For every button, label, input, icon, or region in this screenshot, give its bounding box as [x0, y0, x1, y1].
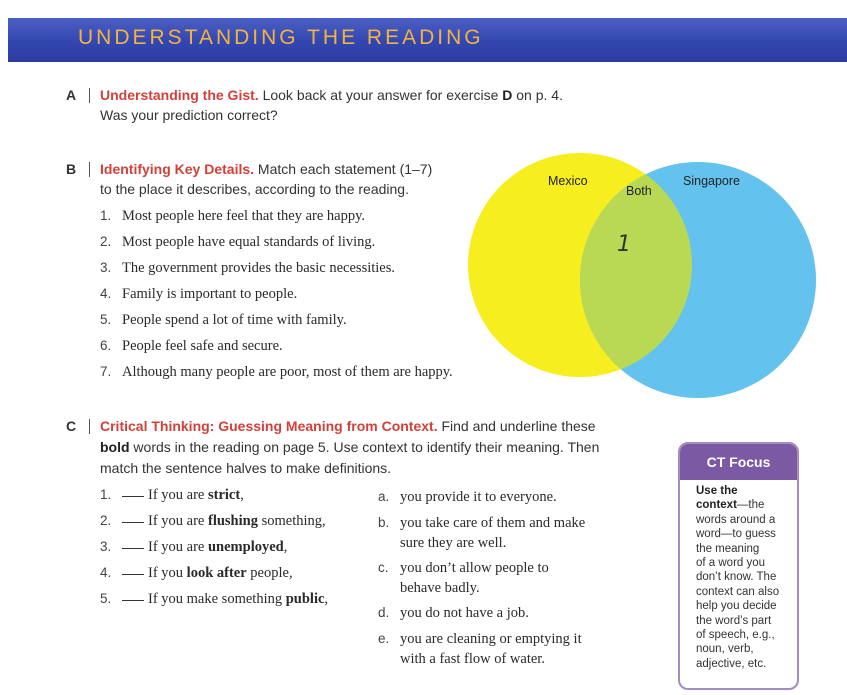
match-right-item: b. you take care of them and make sure they are well. — [378, 515, 586, 551]
section-b-divider — [89, 162, 90, 177]
section-b-text-2: to the place it describes, according to the reading. — [100, 181, 409, 197]
section-c-letter: C — [66, 418, 77, 434]
banner-title: UNDERSTANDING THE READING — [78, 26, 484, 49]
section-a-instructions — [100, 85, 700, 125]
section-c-divider — [89, 419, 90, 434]
match-left-item: 3. If you are unemployed, — [100, 539, 288, 555]
ct-focus-text: Use the context—the words around a word—to guess the meaning of a word you don’t know. The context can also help you decide the word’s part of speech, e.g., noun, verb, adjective, etc. — [696, 485, 780, 670]
ct-focus-title: CT Focus — [680, 444, 797, 480]
answer-blank[interactable] — [122, 496, 144, 497]
statement-item: 1. Most people here feel that they are happy. — [100, 208, 366, 224]
statement-item: 4. Family is important to people. — [100, 286, 298, 302]
statement-item: 2. Most people have equal standards of living. — [100, 234, 376, 250]
section-c-bold-word: bold — [100, 439, 130, 455]
section-c-text-2: words in the reading on page 5. Use context to identify their meaning. Then — [129, 439, 600, 455]
answer-blank[interactable] — [122, 574, 144, 575]
section-a-divider — [89, 88, 90, 103]
match-left-item: 4. If you look after people, — [100, 565, 293, 581]
section-banner — [8, 18, 847, 62]
statement-item: 3. The government provides the basic necessities. — [100, 260, 396, 276]
section-b-heading: Identifying Key Details. — [100, 161, 255, 177]
section-a-line2: Was your prediction correct? — [100, 107, 278, 123]
section-a-bold-ref: D — [502, 87, 513, 103]
match-left-item: 5. If you make something public, — [100, 591, 329, 607]
section-b-letter: B — [66, 161, 77, 177]
match-right-item: a. you provide it to everyone. — [378, 489, 557, 505]
venn-label-mexico: Mexico — [548, 174, 588, 188]
answer-blank[interactable] — [122, 600, 144, 601]
section-a-text-1: Look back at your answer for exercise — [258, 87, 503, 103]
section-a-heading: Understanding the Gist. — [100, 87, 259, 103]
statement-item: 5. People spend a lot of time with family. — [100, 312, 347, 328]
answer-blank[interactable] — [122, 548, 144, 549]
match-right-item: c. you don’t allow people to behave badly. — [378, 560, 549, 596]
section-c-instructions — [100, 416, 660, 479]
match-right-item: d. you do not have a job. — [378, 605, 529, 621]
match-left-item: 1. If you are strict, — [100, 487, 244, 503]
section-a-letter: A — [66, 87, 77, 103]
ct-focus-box — [678, 442, 799, 690]
venn-label-singapore: Singapore — [683, 174, 740, 188]
handwritten-answer: 1 — [617, 232, 631, 257]
section-a-text-2: on p. 4. — [512, 87, 563, 103]
statement-item: 7. Although many people are poor, most of them are happy. — [100, 364, 453, 380]
section-c-text-1: Find and underline these — [437, 418, 596, 434]
answer-blank[interactable] — [122, 522, 144, 523]
section-c-heading: Critical Thinking: Guessing Meaning from Context. — [100, 418, 438, 434]
statement-item: 6. People feel safe and secure. — [100, 338, 283, 354]
section-b-instructions — [100, 159, 480, 199]
section-c-text-3: match the sentence halves to make definitions. — [100, 460, 392, 476]
match-right-item: e. you are cleaning or emptying it with a fast flow of water. — [378, 631, 582, 667]
match-left-item: 2. If you are flushing something, — [100, 513, 326, 529]
section-b-text-1: Match each statement (1–7) — [254, 161, 433, 177]
venn-label-both: Both — [626, 184, 652, 198]
